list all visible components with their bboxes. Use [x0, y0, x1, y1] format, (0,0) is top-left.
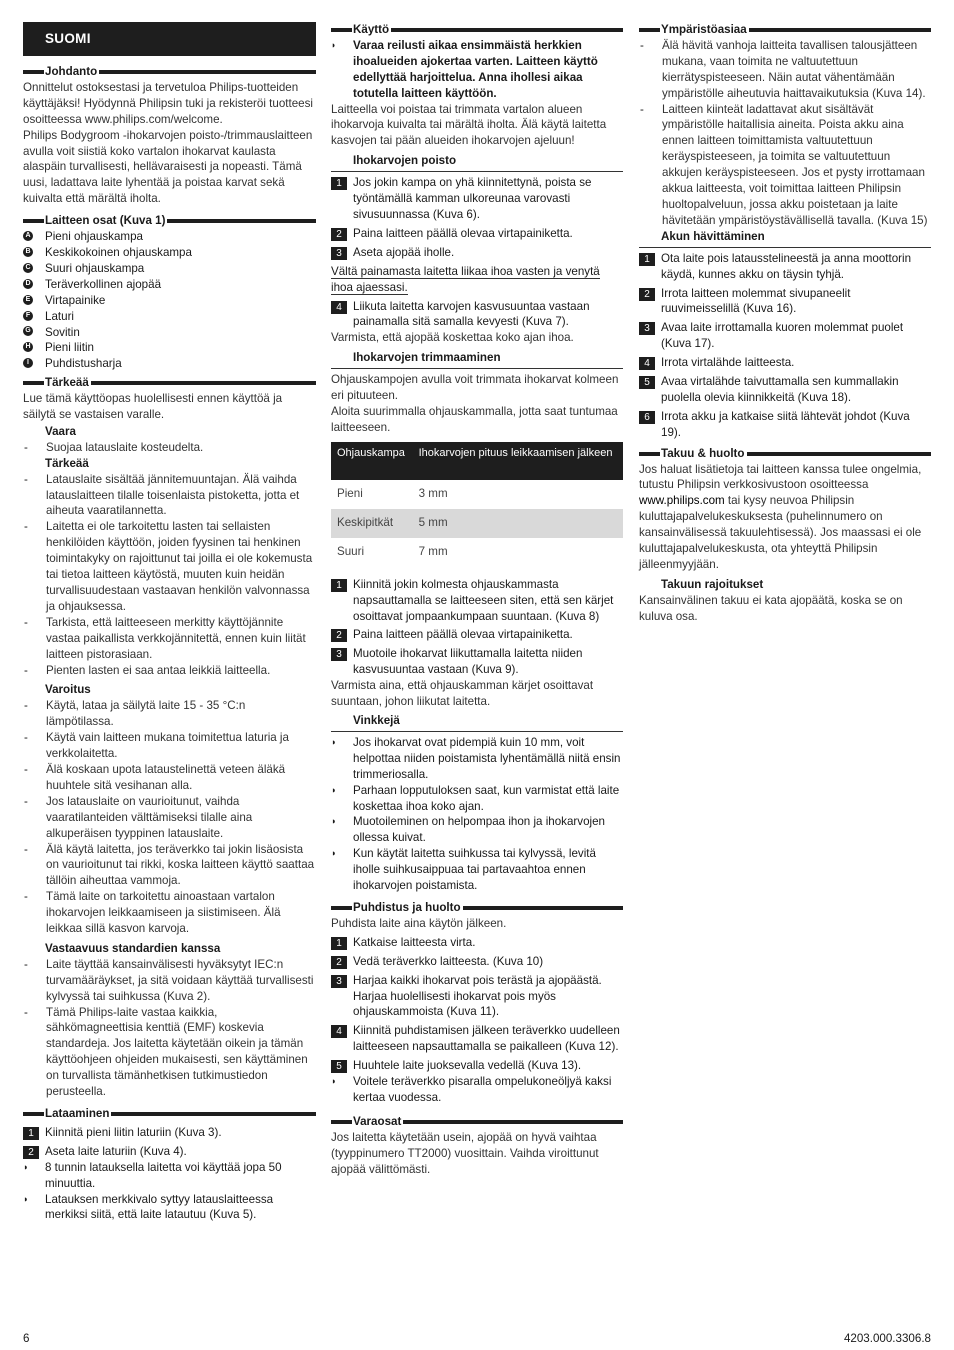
subheading-tarkeaa: Tärkeää	[45, 456, 89, 470]
list-item: - Käytä, lataa ja säilytä laite 15 - 35 °C:n lämpötilassa.	[24, 699, 246, 729]
step-item: 1 Katkaise laitteesta virta.	[331, 935, 623, 951]
step-list	[331, 577, 623, 678]
step-item: 1 Kiinnitä jokin kolmesta ohjauskammasta napsauttamalla se laitteeseen siten, että sen kärjet osoittavat jompaankumpaan suuntaan. (Kuva 8)	[331, 577, 623, 625]
step-item: 4 Liikuta laitetta karvojen kasvusuuntaa vastaan painamalla sitä samalla kevyesti (Kuva 7).	[331, 299, 623, 331]
list-item: - Käytä vain laitteen mukana toimitettua laturia ja verkkolaitetta.	[24, 731, 289, 761]
paragraph: Onnittelut ostoksestasi ja tervetuloa Philips-tuotteiden käyttäjäksi! Hyödynnä Philipsin tuki ja rekisteröi tuotteesi osoitteessa www.philips.com/welcome.	[23, 80, 313, 126]
part-item: D Teräverkollinen ajopää	[23, 277, 316, 293]
list-item: - Tämä laite on tarkoitettu ainoastaan vartalon ihokarvojen leikkaamiseen ja siistimiseen. Älä leikkaa sillä kasvon karvoja.	[24, 890, 281, 936]
paragraph: Jos haluat lisätietoja tai laitteen kanssa tulee ongelmia, tutustu Philipsin verkkosivustoon osoitteessa www.philips.com tai kysy neuvoa Philipsin kuluttajapalvelukeskuksesta (puhelinnumero on kansainvälisessä takuulehtisessä). Jos maassasi ei ole kuluttajapalvelukeskusta, ota yhteyttä Philipsin jälleenmyyjään.	[639, 462, 922, 571]
philips-link[interactable]: www.philips.com	[639, 494, 725, 508]
list-item: - Latauslaite sisältää jännitemuuntajan. Älä vaihda latauslaitteen tilalle toisenlaista pistoketta, jotta et aiheuta vaaratilannetta.	[24, 472, 300, 518]
step-number: 6	[639, 411, 655, 424]
letter-badge: B	[23, 247, 33, 257]
step-number: 3	[331, 975, 347, 988]
part-item: I Puhdistusharja	[23, 356, 316, 372]
table-row	[331, 480, 623, 509]
bullet-item: ◗ Kun käytät laitetta suihkussa tai kylvyssä, levitä iholle suihkusaippuaa tai partavaahtoa ennen ihokarvojen poistamista.	[331, 847, 596, 893]
bullet-list	[23, 1160, 316, 1224]
list-item: - Älä käytä laitetta, jos teräverkko tai jokin lisäosista on vaurioitunut tai rikki, koska laitteen käyttö saattaa tällöin aiheuttaa vammoja.	[24, 842, 315, 888]
letter-badge: H	[23, 342, 33, 352]
paragraph: Puhdista laite aina käytön jälkeen.	[331, 916, 507, 930]
table-cell: 5 mm	[413, 509, 623, 538]
step-item: 1 Jos jokin kampa on yhä kiinnitettynä, poista se työntämällä kamman ulkoreunaa varovasti sivusuunnassa (Kuva 6).	[331, 175, 623, 223]
list-item: - Tarkista, että laitteeseen merkitty käyttöjännite vastaa paikallista verkkojännitettä, ennen kuin liität laitteen pistorasiaan.	[24, 615, 306, 661]
bullet-item: ◗ 8 tunnin latauksella laitetta voi käyttää jopa 50 minuuttia.	[23, 1160, 282, 1190]
paragraph: Laitteella voi poistaa tai trimmata vartalon alueen ihokarvoja kuivalta tai märältä iholta. Älä käytä laitetta kasvojen tai pään alueiden ihokarvojen ajeluun!	[331, 102, 607, 148]
column-3	[639, 22, 931, 625]
step-item: 2 Aseta laite laturiin (Kuva 4).	[23, 1144, 316, 1160]
section-heading-lataaminen: Lataaminen	[23, 1106, 316, 1122]
list-item: - Älä hävitä vanhoja laitteita tavallisen talousjätteen mukana, vaan toimita ne valtuutettuun kierrätyspisteeseen. Näin autat vähentämään ympäristölle aiheutuvia haittavaikutuksia (Kuva 14).	[640, 38, 926, 100]
document-code: 4203.000.3306.8	[843, 1332, 931, 1345]
subheading-varoitus: Varoitus	[45, 683, 91, 697]
step-item: 3 Muotoile ihokarvat liikuttamalla laitetta niiden kasvusuuntaa vastaan (Kuva 9).	[331, 646, 623, 678]
bullet-item: ◗ Latauksen merkkivalo syttyy latauslaitteessa merkiksi siitä, että laite latautuu (Kuva 5).	[23, 1192, 274, 1222]
part-item: C Suuri ohjauskampa	[23, 261, 316, 277]
table-cell: 3 mm	[418, 487, 448, 501]
step-number: 2	[331, 629, 347, 642]
part-item: H Pieni liitin	[23, 340, 316, 356]
letter-badge: G	[23, 326, 33, 336]
section-heading-kaytto: Käyttö	[331, 22, 623, 38]
step-number: 2	[331, 956, 347, 969]
note: Varmista aina, että ohjauskamman kärjet osoittavat suuntaan, johon liikutat laitetta.	[331, 679, 594, 709]
table-cell: Keskipitkät	[331, 509, 413, 538]
section-heading-takuu: Takuu & huolto	[639, 446, 931, 462]
bullet-item: ◗ Voitele teräverkko pisaralla ompelukoneöljyä kaksi kertaa vuodessa.	[331, 1075, 612, 1104]
step-item: 3 Harjaa kaikki ihokarvat pois terästä ja ajopäästä. Harjaa huolellisesti ihokarvat pois myös ohjauskammoista (Kuva 11).	[331, 973, 623, 1021]
step-item: 5 Huuhtele laite juoksevalla vedellä (Kuva 13).	[331, 1058, 623, 1074]
bullet-list	[331, 735, 623, 894]
subheading-poisto: Ihokarvojen poisto	[331, 153, 623, 172]
subheading-vinkit: Vinkkejä	[331, 713, 623, 732]
list-item: - Suojaa latauslaite kosteudelta.	[24, 440, 204, 454]
letter-badge: A	[23, 231, 33, 241]
step-item: 1 Ota laite pois latausstelineestä ja anna moottorin käydä, kunnes akku on täysin tyhjä.	[639, 251, 931, 283]
letter-badge: E	[23, 295, 33, 305]
part-item: B Keskikokoinen ohjauskampa	[23, 245, 316, 261]
letter-badge: F	[23, 311, 33, 321]
step-item: 2 Irrota laitteen molemmat sivupaneelit ruuvimeisselillä (Kuva 16).	[639, 286, 931, 318]
warning-text: Vältä painamasta laitetta liikaa ihoa vasten ja venytä ihoa ajaessasi.	[331, 264, 600, 294]
step-item: 4 Irrota virtalähde laitteesta.	[639, 355, 931, 371]
step-number: 1	[639, 253, 655, 266]
part-item: F Laturi	[23, 309, 316, 325]
step-item: 2 Paina laitteen päällä olevaa virtapainiketta.	[331, 226, 623, 242]
step-number: 1	[331, 177, 347, 190]
section-heading-puhdistus: Puhdistus ja huolto	[331, 900, 623, 916]
step-number: 5	[639, 376, 655, 389]
step-number: 3	[331, 648, 347, 661]
part-item: A Pieni ohjauskampa	[23, 229, 316, 245]
step-number: 3	[639, 322, 655, 335]
parts-list	[23, 229, 316, 372]
letter-badge: I	[23, 358, 33, 368]
comb-length-table	[331, 442, 623, 567]
dash-list	[23, 957, 316, 1100]
subheading-trim: Ihokarvojen trimmaaminen	[331, 350, 623, 369]
paragraph: Kansainvälinen takuu ei kata ajopäätä, koska se on kuluva osa.	[639, 593, 903, 623]
step-number: 1	[23, 1127, 39, 1140]
list-item: - Tämä Philips-laite vastaa kaikkia, sähkömagneettisia kenttiä (EMF) koskevia standardeja. Jos laitetta käytetään oikein ja tämän käyttöohjeen ohjeiden mukaisesti, sen käyttäminen on turvallista tämänhetkisen tutkimustiedon perusteella.	[24, 1005, 308, 1099]
letter-badge: C	[23, 263, 33, 273]
step-number: 5	[331, 1060, 347, 1073]
step-number: 2	[639, 288, 655, 301]
list-item: - Jos latauslaite on vaurioitunut, vaihda vaaratilanteiden välttämiseksi tilalle aina alkuperäisen tyyppinen latauslaite.	[24, 794, 253, 840]
step-number: 2	[23, 1146, 39, 1159]
section-heading-johdanto: Johdanto	[23, 64, 316, 80]
step-item: 5 Avaa virtalähde taivuttamalla sen kummallakin puolella olevia kiinnikkeitä (Kuva 18).	[639, 374, 931, 406]
part-item: E Virtapainike	[23, 293, 316, 309]
subheading-vaara: Vaara	[45, 424, 76, 438]
step-list	[331, 175, 623, 261]
list-item: - Pienten lasten ei saa antaa leikkiä laitteella.	[24, 663, 271, 677]
subheading-vastaavuus: Vastaavuus standardien kanssa	[45, 941, 221, 955]
paragraph: Aloita suurimmalla ohjauskammalla, jotta saat tuntumaa laitteeseen.	[331, 404, 618, 434]
step-number: 1	[331, 579, 347, 592]
list-item: - Älä koskaan upota lataustelinettä veteen äläkä huuhtele sitä vesihanan alla.	[24, 762, 286, 792]
step-item: 2 Vedä teräverkko laitteesta. (Kuva 10)	[331, 954, 623, 970]
dash-list	[639, 38, 931, 229]
part-item: G Sovitin	[23, 325, 316, 341]
step-item: 2 Paina laitteen päällä olevaa virtapainiketta.	[331, 627, 623, 643]
table-cell: 7 mm	[418, 545, 448, 559]
step-item: 6 Irrota akku ja katkaise siitä lähtevät johdot (Kuva 19).	[639, 409, 931, 441]
step-item: 3 Aseta ajopää iholle.	[331, 245, 623, 261]
table-cell: Pieni	[337, 487, 363, 501]
bullet-item: ◗ Muotoileminen on helpompaa ihon ja ihokarvojen ollessa kuivat.	[331, 815, 606, 845]
table-header: Ohjauskampa	[331, 442, 413, 480]
step-number: 1	[331, 937, 347, 950]
column-1	[23, 22, 316, 1223]
step-list	[331, 935, 623, 1074]
step-number: 4	[639, 357, 655, 370]
dash-list	[23, 472, 316, 679]
table-cell: Suuri	[337, 545, 365, 559]
subheading-akku: Akun hävittäminen	[639, 229, 931, 248]
bullet-item: ◗ Varaa reilusti aikaa ensimmäistä herkkien ihoalueiden ajokertaa varten. Laitteen käyttö edellyttää harjoittelua. Anna ihollesi aikaa totutella laitteen käyttöön.	[331, 38, 598, 100]
step-item: 1 Kiinnitä pieni liitin laturiin (Kuva 3).	[23, 1125, 316, 1141]
language-header: SUOMI	[23, 22, 316, 56]
dash-list	[23, 440, 316, 456]
paragraph: Philips Bodygroom -ihokarvojen poisto-/trimmauslaitteen avulla voit siistiä koko vartalon ihokarvat kaulasta alaspäin turvallisesti, hellävaraisesti ja nopeasti. Tämä uusi, ladattava laite lyhentää ja poistaa karvat sekä kuivalta että märältä iholta.	[23, 128, 313, 206]
list-item: - Laitteen kiinteät ladattavat akut sisältävät ympäristölle haitallisia aineita. Poista akku aina ennen laitteen toimittamista valtuutettuun keräyspisteeseen, ja toimita se valtuutettuun akkujen keräyspisteeseen. Jos et pysty irrottamaan akkua laitteesta, voit toimittaa laitteen Philipsin huoltopalveluun, jossa akku poistetaan ja laite hävitetään ympäristöystävällisellä tavalla. (Kuva 15)	[640, 102, 928, 227]
step-item: 4 Kiinnitä puhdistamisen jälkeen teräverkko uudelleen laitteeseen napsauttamalla se paikalleen (Kuva 12).	[331, 1023, 623, 1055]
step-list	[23, 1125, 316, 1160]
section-heading-tarkeaa: Tärkeää	[23, 375, 316, 391]
step-item: 3 Avaa laite irrottamalla kuoren molemmat puolet (Kuva 17).	[639, 320, 931, 352]
step-number: 2	[331, 228, 347, 241]
table-row	[331, 509, 623, 538]
section-heading-ymparisto: Ympäristöasiaa	[639, 22, 931, 38]
bullet-item: ◗ Parhaan lopputuloksen saat, kun varmistat että laite koskettaa ihoa koko ajan.	[331, 783, 620, 813]
list-item: - Laitetta ei ole tarkoitettu lasten tai sellaisten henkilöiden käyttöön, joiden fyysinen tai henkinen toimintakyky on rajoittunut tai joilla ei ole kokemusta tai tietoa laitteen käytöstä, muuten kuin heidän turvallisuudestaan vastaavan henkilön valvonnassa ja ohjauksessa.	[24, 520, 313, 613]
paragraph: Ohjauskampojen avulla voit trimmata ihokarvat kolmeen eri pituuteen.	[331, 373, 619, 403]
section-heading-varaosat: Varaosat	[331, 1114, 623, 1130]
table-row	[331, 538, 623, 567]
dash-list	[23, 698, 316, 937]
column-2	[331, 22, 623, 1177]
note: Varmista, että ajopää koskettaa koko ajan ihoa.	[331, 331, 574, 345]
paragraph: Jos laitetta käytetään usein, ajopää on hyvä vaihtaa (tyyppinumero TT2000) vuosittain. Vaihda viroittunut ajopää välittömästi.	[331, 1130, 599, 1176]
step-number: 3	[331, 247, 347, 260]
page-number: 6	[23, 1332, 30, 1345]
table-header: Ihokarvojen pituus leikkaamisen jälkeen	[413, 442, 623, 480]
paragraph: Lue tämä käyttöopas huolellisesti ennen käyttöä ja säilytä se vastaisen varalle.	[23, 392, 283, 422]
step-list	[639, 251, 931, 441]
letter-badge: D	[23, 279, 33, 289]
subheading-rajoitukset: Takuun rajoitukset	[661, 577, 764, 591]
bullet-item: ◗ Jos ihokarvat ovat pidempiä kuin 10 mm, voit helpottaa niiden poistamista lyhentämällä niitä ensin trimmeriosalla.	[331, 735, 621, 781]
list-item: - Laite täyttää kansainvälisesti hyväksytyt IEC:n turvamääräykset, ja sitä voidaan käyttää turvallisesti kylvyssä tai suihkussa (Kuva 2).	[24, 957, 314, 1003]
step-number: 4	[331, 1025, 347, 1038]
section-heading-osat: Laitteen osat (Kuva 1)	[23, 213, 316, 229]
